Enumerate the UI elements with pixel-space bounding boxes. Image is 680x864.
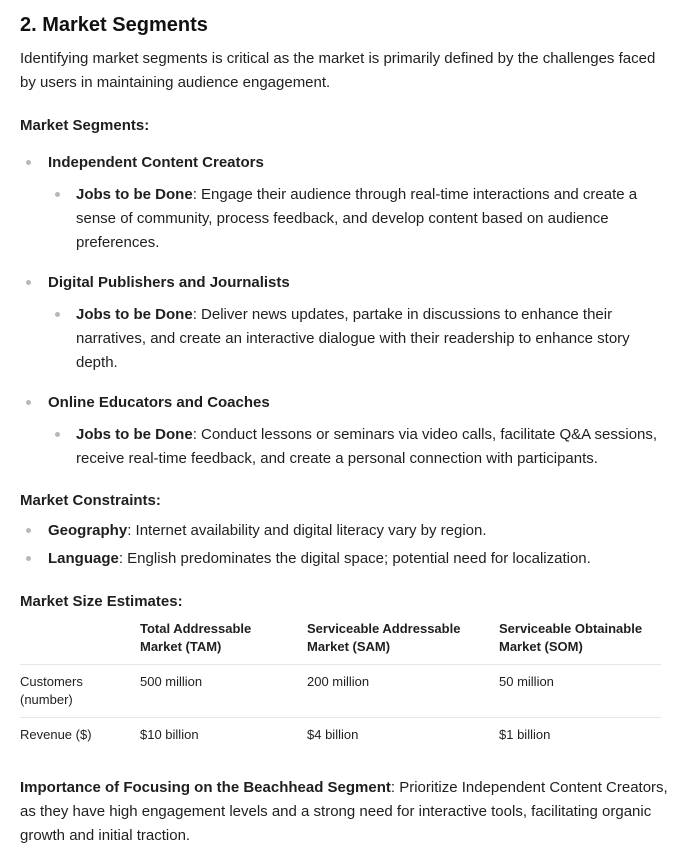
table-header-sam [307,620,460,656]
bullet-icon [26,280,31,285]
section-title: 2. Market Segments [20,14,208,36]
segment-title: Independent Content Creators [48,154,264,171]
jtbd-text: : Conduct lessons or seminars via video calls, facilitate Q&A sessions, [192,426,658,443]
bullet-icon [26,160,31,165]
intro-line-1: Identifying market segments is critical as the market is primarily defined by the challenges faced [20,50,656,67]
segment-jtbd-line: preferences. [76,234,160,251]
beachhead-label: Importance of Focusing on the Beachhead Segment [20,779,391,796]
jtbd-text: : Engage their audience through real-time interactions and create a [192,186,638,203]
header-line: Market (SAM) [307,639,391,654]
beachhead-text: : Prioritize Independent Content Creators, [390,779,668,796]
table-cell: 500 million [140,674,203,689]
table-cell: $10 billion [140,727,199,742]
header-line: Market (SOM) [499,639,583,654]
constraint-text: : Internet availability and digital literacy vary by region. [127,522,487,539]
bullet-icon [55,192,60,197]
table-cell: $1 billion [499,727,551,742]
bullet-icon [55,432,60,437]
jtbd-label: Jobs to be Done [76,426,193,443]
table-cell: 50 million [499,674,554,689]
bullet-icon [26,400,31,405]
table-header-som [499,620,642,656]
header-line: Market (TAM) [140,639,222,654]
jtbd-text: : Deliver news updates, partake in discussions to enhance their [192,306,613,323]
header-line: Total Addressable [140,621,252,636]
segment-jtbd-line: sense of community, process feedback, and develop content based on audience [76,210,609,227]
bullet-icon [26,528,31,533]
row-label-line: (number) [20,692,73,707]
header-line: Serviceable Addressable [307,621,461,636]
beachhead-line-2: as they have high engagement levels and a strong need for interactive tools, facilitating organic [20,803,652,820]
table-divider [20,664,661,665]
intro-line-2: by users in maintaining audience engagement. [20,74,331,91]
table-divider [20,717,661,718]
table-cell: $4 billion [307,727,359,742]
table-header-tam [140,620,251,656]
constraint-text: : English predominates the digital space; potential need for localization. [118,550,591,567]
segment-title: Digital Publishers and Journalists [48,274,290,291]
segment-jtbd-line [76,303,612,327]
header-line: Serviceable Obtainable [499,621,643,636]
market-constraints-heading: Market Constraints: [20,492,161,509]
constraint-label: Geography [48,522,128,539]
bullet-icon [26,556,31,561]
segment-jtbd-line: receive real-time feedback, and create a personal connection with participants. [76,450,598,467]
segment-jtbd-line [76,183,637,207]
segment-title: Online Educators and Coaches [48,394,270,411]
table-cell: 200 million [307,674,370,689]
bullet-icon [55,312,60,317]
segment-jtbd-line: narratives, and create an interactive dialogue with their readership to enhance story [76,330,630,347]
segment-jtbd-line [76,423,657,447]
constraint-item [48,519,487,543]
table-row-label-customers [20,673,83,709]
beachhead-line-3: growth and initial traction. [20,827,191,844]
table-row-label-revenue: Revenue ($) [20,727,92,742]
constraint-label: Language [48,550,119,567]
row-label-line: Customers [20,674,83,689]
market-segments-heading: Market Segments: [20,117,150,134]
jtbd-label: Jobs to be Done [76,186,193,203]
beachhead-line-1 [20,776,668,800]
market-size-heading: Market Size Estimates: [20,593,183,610]
segment-jtbd-line: depth. [76,354,118,371]
constraint-item [48,547,591,571]
jtbd-label: Jobs to be Done [76,306,193,323]
